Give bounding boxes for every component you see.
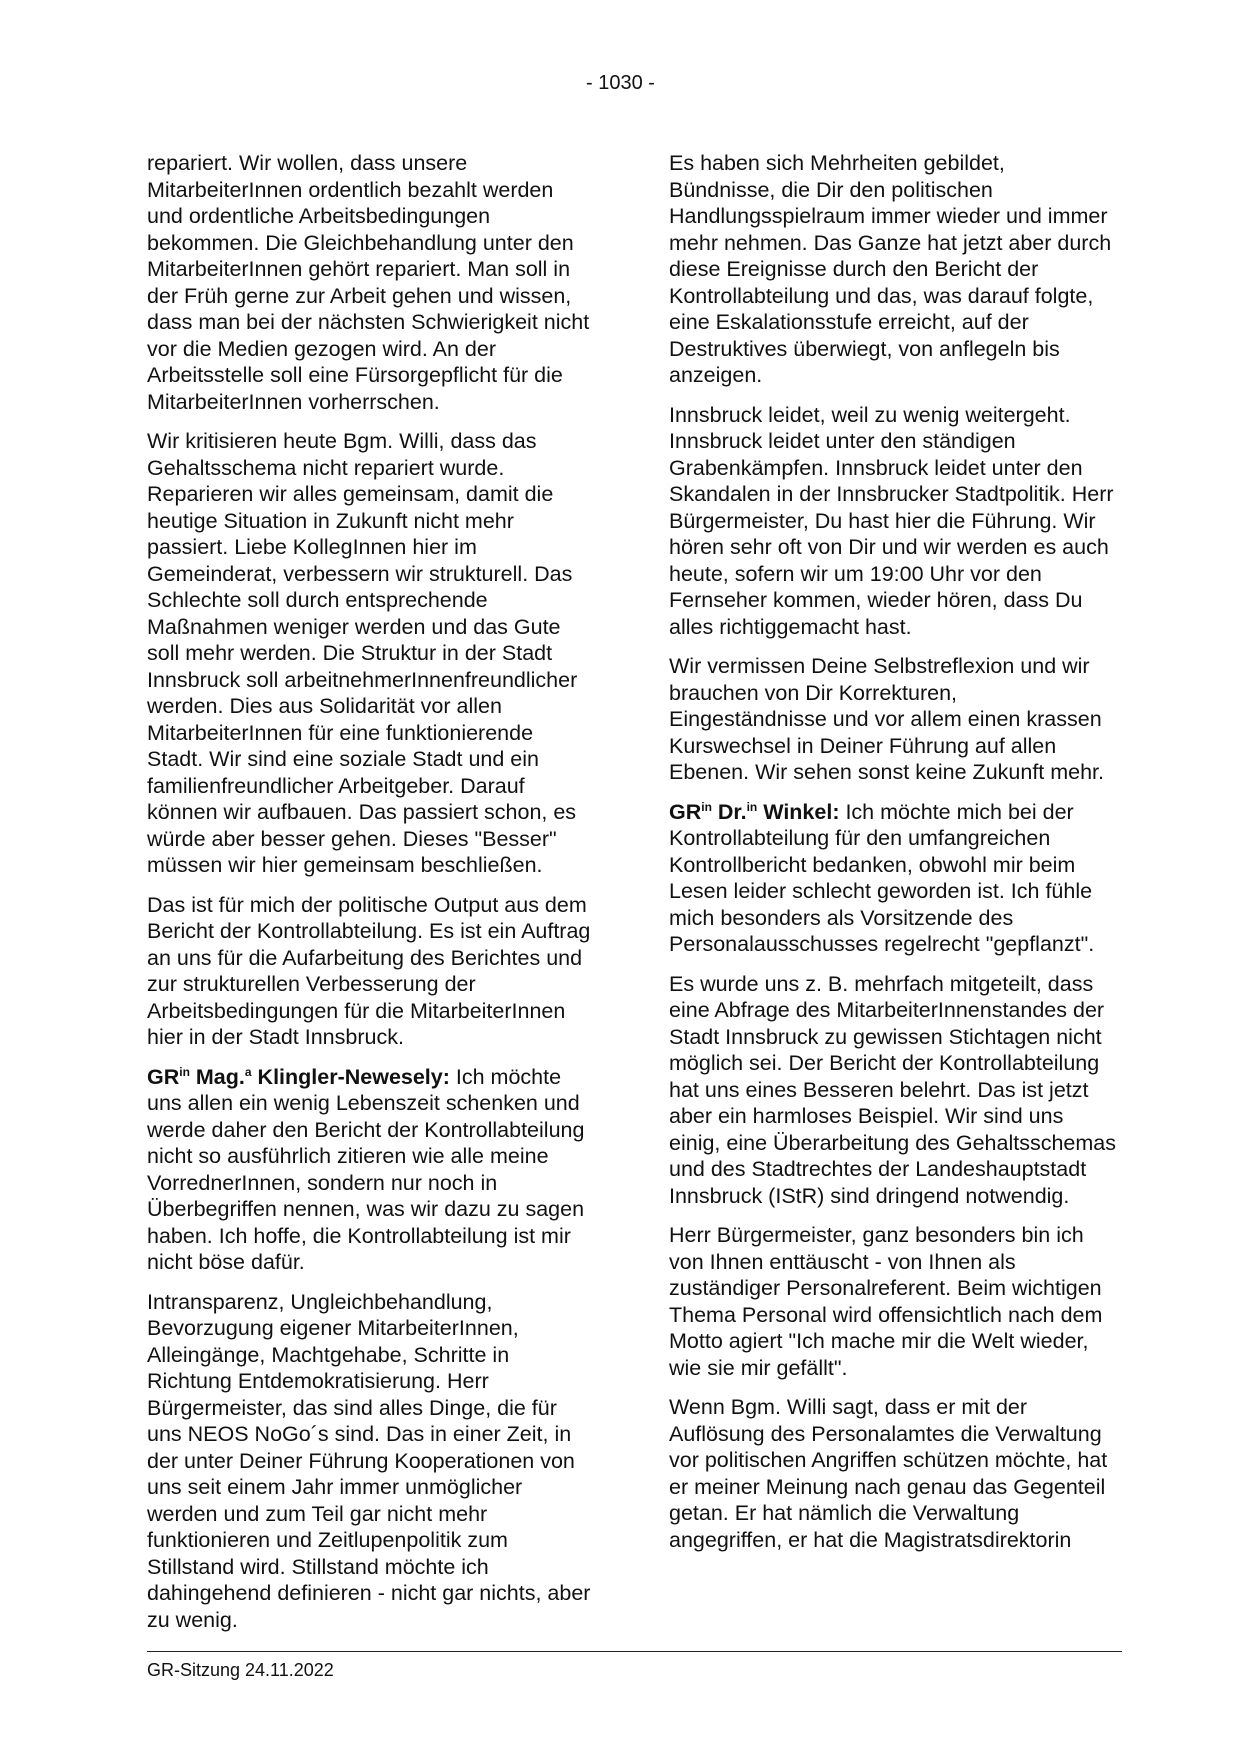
footer-divider xyxy=(147,1651,1122,1652)
paragraph: Das ist für mich der politische Output aus dem Bericht der Kontrollabteilung. Es ist ein Auftrag an uns für die Aufarbeitung des Berichtes und zur strukturellen Verbesserung der Arbeitsbedingungen für die MitarbeiterInnen hier in der Stadt Innsbruck. xyxy=(147,892,591,1049)
paragraph: Herr Bürgermeister, ganz besonders bin ich von Ihnen enttäuscht - von Ihnen als zuständiger Personalreferent. Beim wichtigen Thema Personal wird offensichtlich nach dem Motto agiert "Ich mache mir die Welt wieder, wie sie mir gefällt". xyxy=(669,1223,1103,1380)
right-column xyxy=(669,150,1117,1566)
speaker-gr: GR xyxy=(669,799,702,824)
speaker-name: Klingler-Newesely: xyxy=(251,1064,450,1089)
paragraph: Es haben sich Mehrheiten gebildet, Bündnisse, die Dir den politischen Handlungsspielraum immer wieder und immer mehr nehmen. Das Ganze hat jetzt aber durch diese Ereignisse durch den Bericht der Kontrollabteilung und das, was darauf folgte, eine Eskalationsstufe erreicht, auf der Destruktives überwiegt, von anflegeln bis anzeigen. xyxy=(669,151,1112,387)
paragraph: Innsbruck leidet, weil zu wenig weitergeht. Innsbruck leidet unter den ständigen Grabenkämpfen. Innsbruck leidet unter den Skandalen in der Innsbrucker Stadtpolitik. Herr Bürgermeister, Du hast hier die Führung. Wir hören sehr oft von Dir und wir werden es auch heute, sofern wir um 19:00 Uhr vor den Fernseher kommen, wieder hören, dass Du alles richtiggemacht hast. xyxy=(669,402,1114,639)
paragraph: Es wurde uns z. B. mehrfach mitgeteilt, dass eine Abfrage des MitarbeiterInnenstandes der Stadt Innsbruck zu gewissen Stichtagen nicht möglich sei. Der Bericht der Kontrollabteilung hat uns eines Besseren belehrt. Das ist jetzt aber ein harmloses Beispiel. Wir sind uns einig, eine Überarbeitung des Gehaltsschemas und des Stadtrechtes der Landeshauptstadt Innsbruck (IStR) sind dringend notwendig. xyxy=(669,971,1116,1208)
paragraph: repariert. Wir wollen, dass unsere MitarbeiterInnen ordentlich bezahlt werden und ordentliche Arbeitsbedingungen bekommen. Die Gleichbehandlung unter den MitarbeiterInnen gehört repariert. Man soll in der Früh gerne zur Arbeit gehen und wissen, dass man bei der nächsten Schwierigkeit nicht vor die Medien gezogen wird. An der Arbeitsstelle soll eine Fürsorgepflicht für die MitarbeiterInnen vorherrschen. xyxy=(147,151,590,414)
speech-text: Ich möchte mich bei der Kontrollabteilung für den umfangreichen Kontrollbericht bedanken, obwohl mir beim Lesen leider schlecht geworden ist. Ich fühle mich besonders als Vorsitzende des Personalausschusses regelrecht "gepflanzt". xyxy=(669,799,1095,956)
footer-session-date: GR-Sitzung 24.11.2022 xyxy=(147,1660,334,1680)
speaker-name: Winkel: xyxy=(757,799,840,824)
left-column xyxy=(147,150,595,1646)
speaker-label xyxy=(669,800,839,824)
speaker-title-sup: a xyxy=(244,1064,252,1079)
speaker-title-sup: in xyxy=(746,799,758,814)
speaker-gr-sup: in xyxy=(701,799,712,814)
speaker-title: Mag. xyxy=(189,1064,245,1089)
speaker-title: Dr. xyxy=(711,799,747,824)
speaker-paragraph xyxy=(669,799,1117,958)
paragraph: Wenn Bgm. Willi sagt, dass er mit der Auflösung des Personalamtes die Verwaltung vor politischen Angriffen schützen möchte, hat er meiner Meinung nach genau das Gegenteil getan. Er hat nämlich die Verwaltung angegriffen, er hat die Magistratsdirektorin xyxy=(669,1395,1108,1552)
page-number: - 1030 - xyxy=(586,72,655,94)
speaker-label xyxy=(147,1065,450,1089)
paragraph: Wir kritisieren heute Bgm. Willi, dass das Gehaltsschema nicht repariert wurde. Reparieren wir alles gemeinsam, damit die heutige Situation in Zukunft nicht mehr passiert. Liebe KollegInnen hier im Gemeinderat, verbessern wir strukturell. Das Schlechte soll durch entsprechende Maßnahmen weniger werden und das Gute soll mehr werden. Die Struktur in der Stadt Innsbruck soll arbeitnehmerInnenfreundlicher werden. Dies aus Solidarität vor allen MitarbeiterInnen für eine funktionierende Stadt. Wir sind eine soziale Stadt und ein familienfreundlicher Arbeitgeber. Darauf können wir aufbauen. Das passiert schon, es würde aber besser gehen. Dieses "Besser" müssen wir hier gemeinsam beschließen. xyxy=(147,429,578,877)
speaker-gr: GR xyxy=(147,1064,180,1089)
speech-text: Ich möchte uns allen ein wenig Lebenszeit schenken und werde daher den Bericht der Kontrollabteilung nicht so ausführlich zitieren wie alle meine VorrednerInnen, sondern nur noch in Überbegriffen nennen, was wir dazu zu sagen haben. Ich hoffe, die Kontrollabteilung ist mir nicht böse dafür. xyxy=(147,1064,585,1274)
speaker-paragraph xyxy=(147,1064,595,1276)
speaker-gr-sup: in xyxy=(179,1064,190,1079)
paragraph: Intransparenz, Ungleichbehandlung, Bevorzugung eigener MitarbeiterInnen, Alleingänge, Machtgehabe, Schritte in Richtung Entdemokratisierung. Herr Bürgermeister, das sind alles Dinge, die für uns NEOS NoGo´s sind. Das in einer Zeit, in der unter Deiner Führung Kooperationen von uns seit einem Jahr immer unmöglicher werden und zum Teil gar nicht mehr funktionieren und Zeitlupenpolitik zum Stillstand wird. Stillstand möchte ich dahingehend definieren - nicht gar nichts, aber zu wenig. xyxy=(147,1289,591,1632)
paragraph: Wir vermissen Deine Selbstreflexion und wir brauchen von Dir Korrekturen, Eingeständnisse und vor allem einen krassen Kurswechsel in Deiner Führung auf allen Ebenen. Wir sehen sonst keine Zukunft mehr. xyxy=(669,654,1105,784)
